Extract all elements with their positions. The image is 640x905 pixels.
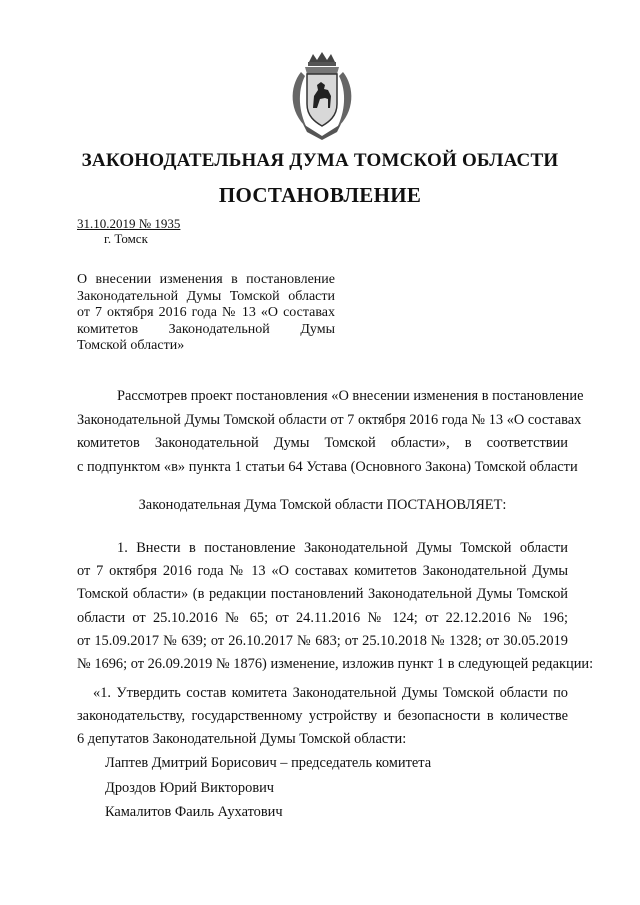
text-line: законодательству, государственному устройству и безопасности в количестве	[77, 708, 568, 725]
member-item: Лаптев Дмитрий Борисович – председатель комитета	[105, 755, 432, 771]
document-type: ПОСТАНОВЛЕНИЕ	[218, 183, 422, 207]
item-1-paragraph	[77, 537, 594, 676]
subject-line: от 7 октября 2016 года № 13 «О составах	[77, 305, 335, 320]
date-number: 31.10.2019 № 1935	[77, 216, 181, 231]
text-line: с подпунктом «в» пункта 1 статьи 64 Устава (Основного Закона) Томской области	[77, 458, 578, 475]
text-line: области от 25.10.2016 № 65; от 24.11.2016 № 124; от 22.12.2016 № 196;	[77, 609, 568, 626]
text-line: Томской области» (в редакции постановлений Законодательной Думы Томской	[77, 586, 568, 603]
text-line: 1. Внести в постановление Законодательной Думы Томской области	[117, 540, 568, 556]
text-line: от 7 октября 2016 года № 13 «О составах комитетов Законодательной Думы	[77, 563, 568, 580]
organization-title: ЗАКОНОДАТЕЛЬНАЯ ДУМА ТОМСКОЙ ОБЛАСТИ	[81, 150, 559, 171]
subject-line: Законодательной Думы Томской области	[77, 288, 335, 304]
preamble-paragraph	[77, 385, 584, 479]
text-line: № 1696; от 26.09.2019 № 1876) изменение, изложив пункт 1 в следующей редакции:	[77, 656, 594, 673]
member-item: Камалитов Фаиль Аухатович	[105, 804, 283, 820]
subject-block	[77, 272, 335, 355]
subject-line: О внесении изменения в постановление	[77, 272, 335, 287]
text-line: Законодательной Думы Томской области от 7 октября 2016 года № 13 «О составах	[77, 411, 582, 428]
subject-line: комитетов Законодательной Думы	[77, 321, 335, 337]
resolves-line: Законодательная Дума Томской области ПОСТАНОВЛЯЕТ:	[138, 497, 507, 513]
members-list	[105, 751, 431, 825]
text-line: от 15.09.2017 № 639; от 26.10.2017 № 683; от 25.10.2018 № 1328; от 30.05.2019	[77, 632, 568, 649]
text-line: Рассмотрев проект постановления «О внесении изменения в постановление	[117, 388, 584, 404]
coat-of-arms-icon	[287, 52, 357, 142]
city: г. Томск	[104, 231, 148, 246]
member-item: Дроздов Юрий Викторович	[105, 779, 275, 796]
text-line: 6 депутатов Законодательной Думы Томской области:	[77, 731, 407, 748]
text-line: «1. Утвердить состав комитета Законодательной Думы Томской области по	[93, 685, 568, 701]
new-item-paragraph	[77, 682, 568, 752]
text-line: комитетов Законодательной Думы Томской области», в соответствии	[77, 435, 568, 451]
subject-line: Томской области»	[77, 338, 185, 353]
